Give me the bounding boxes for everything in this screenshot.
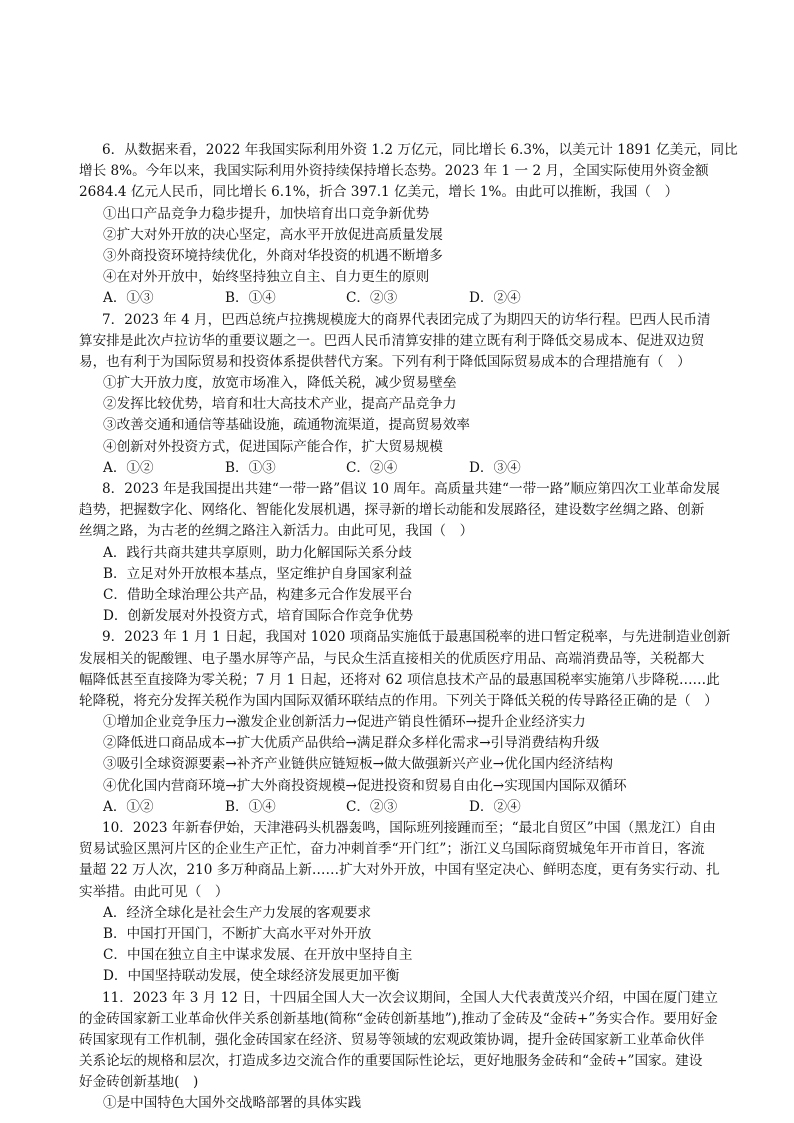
question-block xyxy=(0,627,794,818)
answer-choice: C．②③ xyxy=(346,290,398,307)
question-stem-line: 增长 8%。今年以来，我国实际利用外资持续保持增长态势。2023 年 1 一 2 月，全国实际使用外资金额 xyxy=(79,163,709,180)
option-item: ②发挥比较优势，培育和壮大高技术产业，提高产品竞争力 xyxy=(103,396,457,413)
answer-choice: D．③④ xyxy=(469,459,521,476)
question-block xyxy=(0,818,794,988)
question-stem-line: 易，也有利于为国际贸易和投资体系提供替代方案。下列有利于降低国际贸易成本的合理措施有（ ） xyxy=(79,353,691,370)
question-stem-start: 7．2023 年 4 月，巴西总统卢拉携规模庞大的商界代表团完成了为期四天的访华行程。巴西人民币清 xyxy=(102,311,711,328)
option-item: ①增加企业竞争压力→激发企业创新活力→促进产销良性循环→提升企业经济实力 xyxy=(103,714,586,731)
option-item: B．中国打开国门，不断扩大高水平对外开放 xyxy=(103,925,372,942)
answer-choice: D．②④ xyxy=(469,798,521,815)
question-stem-line: 丝绸之路，为古老的丝绸之路注入新活力。由此可见，我国（ ） xyxy=(79,523,474,540)
question-block xyxy=(0,988,794,1115)
option-item: ③外商投资环境持续优化，外商对华投资的机遇不断增多 xyxy=(103,247,443,264)
answer-choice: B．①④ xyxy=(225,290,276,307)
answer-choice: B．①③ xyxy=(225,459,276,476)
option-item: A．经济全球化是社会生产力发展的客观要求 xyxy=(103,904,372,921)
question-stem-line: 量超 22 万人次，210 多万种商品上新……扩大对外开放，中国有坚定决心、鲜明态度，更有务实行动、扎 xyxy=(79,862,720,879)
question-stem-line: 好金砖创新基地( ) xyxy=(79,1074,199,1091)
answer-choice: A．①② xyxy=(103,459,154,476)
option-item: C．借助全球治理公共产品，构建多元合作发展平台 xyxy=(103,586,413,603)
option-item: ③吸引全球资源要素→补齐产业链供应链短板→做大做强新兴产业→优化国内经济结构 xyxy=(103,756,613,773)
answer-choice: C．②④ xyxy=(346,459,398,476)
question-stem-line: 算安排是此次卢拉访华的重要议题之一。巴西人民币清算安排的建立既有利于降低交易成本、促进双边贸 xyxy=(79,332,705,349)
questions-container xyxy=(0,140,794,1115)
question-stem-line: 关系论坛的规格和层次，打造成多边交流合作的重要国际性论坛，更好地服务金砖和“金砖+”国家。建设 xyxy=(79,1053,703,1070)
answer-choice: B．①④ xyxy=(225,798,276,815)
question-stem-start: 6．从数据来看，2022 年我国实际利用外资 1.2 万亿元，同比增长 6.3%，以美元计 1891 亿美元，同比 xyxy=(102,142,738,158)
answer-choices-row xyxy=(0,797,794,818)
option-item: ④优化国内营商环境→扩大外商投资规模→促进投资和贸易自由化→实现国内国际双循环 xyxy=(103,777,627,794)
question-stem-start: 9．2023 年 1 月 1 日起，我国对 1020 项商品实施低于最惠国税率的进口暂定税率，与先进制造业创新 xyxy=(102,629,731,646)
question-stem-line: 轮降税，将充分发挥关税作为国内国际双循环联结点的作用。下列关于降低关税的传导路径正确的是（ ） xyxy=(79,692,718,709)
question-stem-line: 的金砖国家新工业革命伙伴关系创新基地(简称“金砖创新基地”),推动了金砖及“金砖+”务实合作。要用好金 xyxy=(79,1010,718,1027)
option-item: ②降低进口商品成本→扩大优质产品供给→满足群众多样化需求→引导消费结构升级 xyxy=(103,735,600,752)
question-stem-line: 2684.4 亿元人民币，同比增长 6.1%，折合 397.1 亿美元，增长 1%。由此可以推断，我国（ ） xyxy=(79,184,679,201)
option-item: A．践行共商共建共享原则，助力化解国际关系分歧 xyxy=(103,544,412,561)
question-stem-start: 8．2023 年是我国提出共建“一带一路”倡议 10 周年。高质量共建“一带一路”顺应第四次工业革命发展 xyxy=(102,481,720,497)
answer-choice: D．②④ xyxy=(469,290,521,307)
question-block xyxy=(0,310,794,480)
option-item: C．中国在独立自主中谋求发展、在开放中坚持自主 xyxy=(103,947,413,964)
option-item: B．立足对外开放根本基点，坚定维护自身国家利益 xyxy=(103,565,413,582)
option-item: ③改善交通和通信等基础设施，疏通物流渠道，提高贸易效率 xyxy=(103,417,471,434)
question-stem-start: 10．2023 年新春伊始，天津港码头机器轰鸣，国际班列接踵而至；“最北自贸区”中国（黑龙江）自由 xyxy=(102,820,716,836)
question-block xyxy=(0,140,794,310)
option-item: ①出口产品竞争力稳步提升，加快培育出口竞争新优势 xyxy=(103,205,430,222)
option-item: ①是中国特色大国外交战略部署的具体实践 xyxy=(103,1095,362,1112)
question-stem-line: 发展相关的铌酸锂、电子墨水屏等产品，与民众生活直接相关的优质医疗用品、高端消费品等，关税都大 xyxy=(79,650,705,667)
question-stem-line: 幅降低甚至直接降为零关税；7 月 1 日起，还将对 62 项信息技术产品的最惠国税率实施第八步降税……此 xyxy=(79,671,720,688)
question-stem-line: 砖国家现有工作机制，强化金砖国家在经济、贸易等领域的宏观政策协调，提升金砖国家新工业革命伙伴 xyxy=(79,1031,705,1048)
answer-choice: A．①② xyxy=(103,798,154,815)
answer-choices-row xyxy=(0,458,794,479)
question-stem-line: 贸易试验区黑河片区的企业生产正忙，奋力冲刺首季“开门红”；浙江义乌国际商贸城兔年开市首日，客流 xyxy=(79,841,705,858)
option-item: ④在对外开放中，始终坚持独立自主、自力更生的原则 xyxy=(103,269,430,286)
answer-choice: A．①③ xyxy=(103,290,154,307)
option-item: D．中国坚持联动发展，使全球经济发展更加平衡 xyxy=(103,968,400,985)
option-item: D．创新发展对外投资方式，培育国际合作竞争优势 xyxy=(103,608,413,625)
question-stem-line: 实举措。由此可见（ ） xyxy=(79,883,229,900)
answer-choice: C．②③ xyxy=(346,798,398,815)
option-item: ①扩大开放力度，放宽市场准入，降低关税，减少贸易壁垒 xyxy=(103,375,457,392)
answer-choices-row xyxy=(0,288,794,309)
option-item: ②扩大对外开放的决心坚定，高水平开放促进高质量发展 xyxy=(103,226,443,243)
question-stem-start: 11．2023 年 3 月 12 日，十四届全国人大一次会议期间，全国人大代表黄茂兴介绍，中国在厦门建立 xyxy=(102,989,719,1006)
option-item: ④创新对外投资方式，促进国际产能合作，扩大贸易规模 xyxy=(103,438,443,455)
question-block xyxy=(0,479,794,627)
question-stem-line: 趋势，把握数字化、网络化、智能化发展机遇，探寻新的增长动能和发展路径，建设数字丝绸之路、创新 xyxy=(79,502,705,519)
